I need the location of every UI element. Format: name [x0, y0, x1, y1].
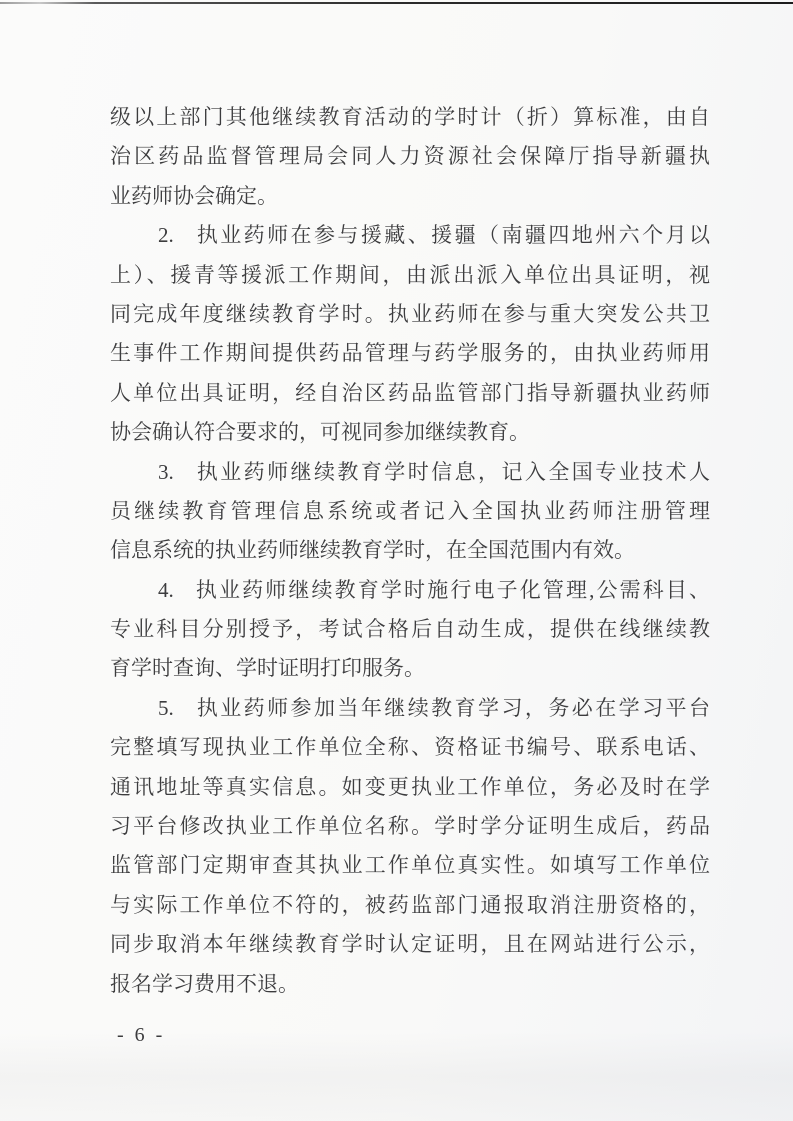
document-line: 4. 执业药师继续教育学时施行电子化管理,公需科目、: [158, 577, 710, 602]
document-line: 监管部门定期审查其执业工作单位真实性。如填写工作单位: [110, 853, 710, 878]
document-line: 生事件工作期间提供药品管理与药学服务的，由执业药师用: [110, 341, 710, 366]
document-line: 完整填写现执业工作单位全称、资格证书编号、联系电话、: [110, 735, 710, 760]
document-line: 治区药品监督管理局会同人力资源社会保障厅指导新疆执: [110, 144, 710, 169]
document-line: 3. 执业药师继续教育学时信息，记入全国专业技术人: [158, 459, 710, 484]
document-line: 人单位出具证明，经自治区药品监管部门指导新疆执业药师: [110, 380, 710, 405]
document-line: 级以上部门其他继续教育活动的学时计（折）算标准，由自: [110, 105, 710, 129]
document-line: 信息系统的执业药师继续教育学时，在全国范围内有效。: [110, 538, 635, 563]
document-line: 报名学习费用不退。: [110, 971, 299, 996]
body-text: [110, 98, 710, 1004]
document-line: 通讯地址等真实信息。如变更执业工作单位，务必及时在学: [110, 774, 710, 799]
document-line: 与实际工作单位不符的，被药监部门通报取消注册资格的，: [110, 892, 710, 917]
document-line: 5. 执业药师参加当年继续教育学习，务必在学习平台: [158, 695, 710, 720]
document-line: 育学时查询、学时证明打印服务。: [110, 656, 425, 681]
document-line: 同完成年度继续教育学时。执业药师在参与重大突发公共卫: [110, 301, 710, 326]
document-line: 专业科目分别授予，考试合格后自动生成，提供在线继续教: [110, 617, 710, 642]
document-line: 同步取消本年继续教育学时认定证明，且在网站进行公示，: [110, 932, 710, 957]
document-line: 2. 执业药师在参与援藏、援疆（南疆四地州六个月以: [158, 223, 710, 248]
document-line: 上）、援青等援派工作期间，由派出派入单位出具证明，视: [110, 262, 710, 287]
document-line: 习平台修改执业工作单位名称。学时学分证明生成后，药品: [110, 814, 710, 839]
document-line: 协会确认符合要求的，可视同参加继续教育。: [110, 420, 530, 445]
document-line: 业药师协会确定。: [110, 183, 278, 208]
document-line: 员继续教育管理信息系统或者记入全国执业药师注册管理: [110, 498, 710, 523]
scan-edge-artifact-top: [0, 2, 793, 4]
page-number-label: - 6 -: [117, 1024, 166, 1046]
